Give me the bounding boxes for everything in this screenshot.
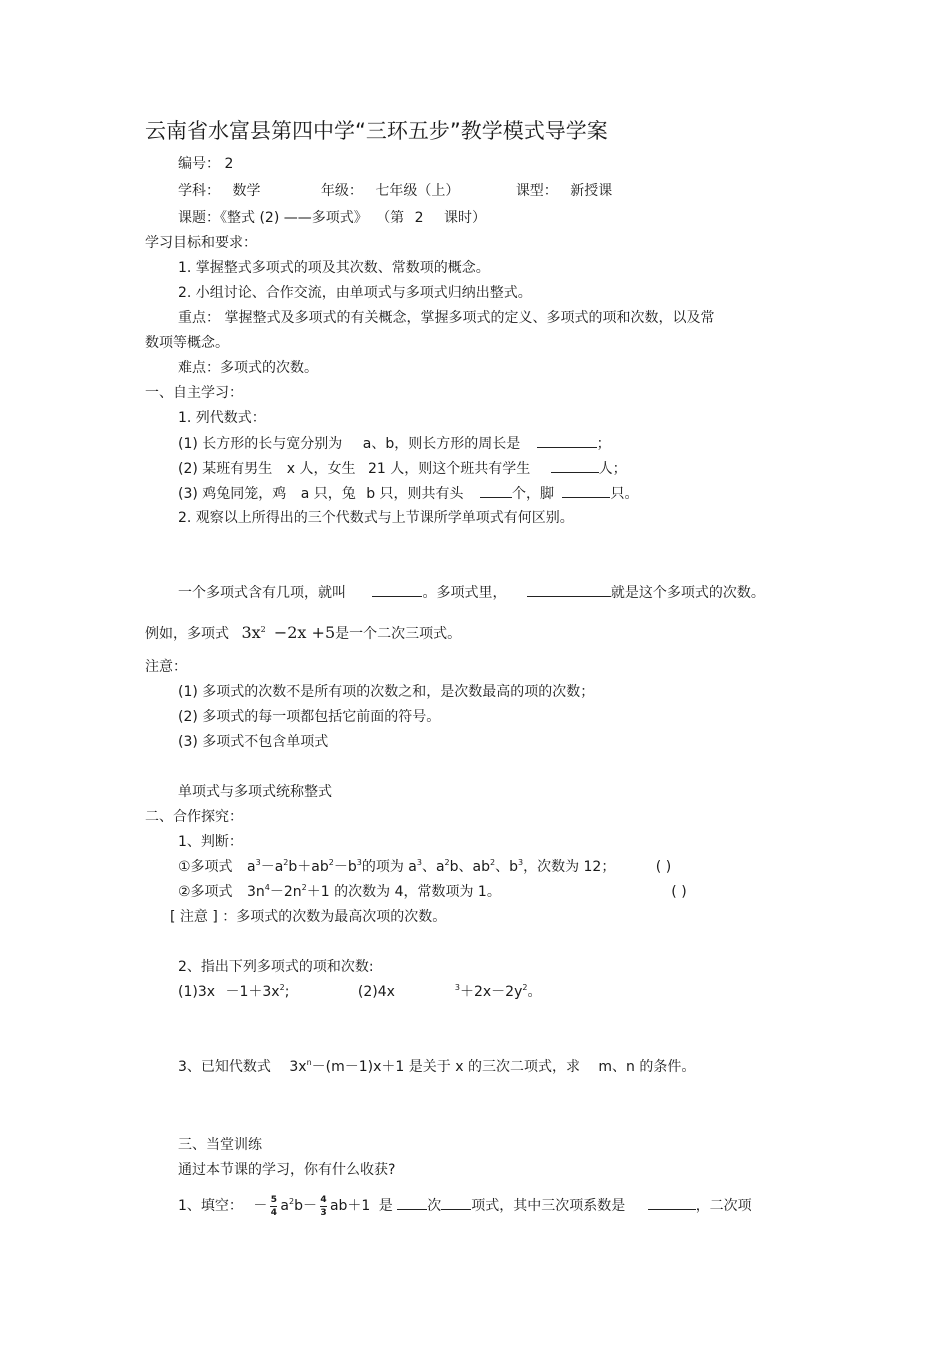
- grade-value: 七年级（上）: [375, 183, 460, 199]
- question-text: 只。: [610, 486, 639, 502]
- goal-item: 1. 掌握整式多项式的项及其次数、常数项的概念。: [178, 260, 490, 276]
- answer-blank[interactable]: [551, 459, 599, 473]
- difficulty-line: 难点：多项式的次数。: [178, 360, 318, 376]
- answer-blank[interactable]: [648, 1196, 696, 1210]
- question-text: 是: [378, 1198, 393, 1214]
- section-heading: 二、合作探究：: [145, 809, 243, 825]
- subject-label: 学科：: [178, 183, 220, 199]
- subsection-heading: 1、判断：: [178, 834, 243, 850]
- note-item: (3) 多项式不包含单项式: [178, 734, 329, 750]
- question-formula: $3x^n-(m-1)x+1$: [289, 1058, 409, 1075]
- question-text: 是关于 x 的三次二项式，求: [408, 1059, 580, 1075]
- judge-answer-parens[interactable]: ( ): [655, 859, 672, 875]
- question-text: 3、已知代数式: [178, 1059, 271, 1075]
- answer-blank[interactable]: [441, 1196, 471, 1210]
- key-point-continuation: 数项等概念。: [145, 335, 229, 351]
- reflection-line: 通过本节课的学习，你有什么收获?: [178, 1162, 396, 1178]
- class-type-label: 课型：: [515, 183, 558, 199]
- subsection-heading: 1. 列代数式：: [178, 410, 266, 426]
- judge-statement: ，次数为 12；: [523, 859, 616, 875]
- lesson-prefix: （第: [376, 210, 405, 226]
- grade-label: 年级：: [320, 183, 363, 199]
- page-title: 云南省水富县第四中学“三环五步”教学模式导学案: [145, 119, 608, 143]
- question-text: a 只，兔: [300, 486, 356, 502]
- answer-blank[interactable]: [372, 583, 422, 597]
- fill-in-line: [178, 1194, 752, 1218]
- lesson-suffix: 课时）: [444, 210, 487, 226]
- answer-blank[interactable]: [397, 1196, 427, 1210]
- question-text: ，二次项: [695, 1198, 752, 1214]
- question-text: (2) 某班有男生: [178, 461, 273, 477]
- answer-blank[interactable]: [562, 484, 610, 498]
- subsection-heading: 2、指出下列多项式的项和次数:: [178, 959, 374, 975]
- question-text: 个，脚: [512, 486, 555, 502]
- question-text: 人；: [598, 461, 627, 477]
- definition-text: 。多项式里，: [422, 585, 507, 601]
- question-text: 1、填空：: [178, 1198, 243, 1214]
- judge-item-2: [178, 883, 687, 901]
- example-text: 例如，多项式: [145, 626, 229, 642]
- course-info-line: [178, 182, 612, 200]
- judge-item-1: [178, 858, 671, 876]
- judge-statement: 的次数为 4，常数项为 1。: [334, 884, 501, 900]
- topic-line: [178, 209, 486, 227]
- example-text: 是一个二次三项式。: [335, 626, 462, 642]
- judge-statement: ②多项式 $3n^4-2n^2+1$: [178, 883, 335, 900]
- note-item: (2) 多项式的每一项都包括它前面的符号。: [178, 709, 441, 725]
- answer-blank[interactable]: [527, 583, 611, 597]
- section-heading: 三、当堂训练: [178, 1137, 262, 1153]
- example-formula: $3x^2 -2x +5$: [241, 623, 336, 642]
- class-type-value: 新授课: [570, 183, 613, 199]
- fraction: $\frac{4}{3}$: [320, 1194, 327, 1218]
- definition-text: 一个多项式含有几项，就叫: [178, 585, 346, 601]
- subject-value: 数学: [232, 183, 261, 199]
- question-2: [178, 459, 627, 478]
- example-line: [145, 622, 461, 645]
- fraction: $\frac{5}{4}$: [270, 1194, 277, 1218]
- definition-line: [178, 583, 765, 602]
- goal-item: 2. 小组讨论、合作交流，由单项式与多项式归纳出整式。: [178, 285, 532, 301]
- question-text: m、n 的条件。: [598, 1059, 696, 1075]
- exercise-formula: $(1)3x -1+3x^2$;: [178, 983, 290, 1000]
- topic-value: 《整式 (2) ——多项式》: [220, 210, 368, 226]
- question-text: (3) 鸡兔同笼，鸡: [178, 486, 287, 502]
- answer-blank[interactable]: [480, 484, 512, 498]
- question-3-line: [178, 1058, 695, 1076]
- key-point-line: 重点： 掌握整式及多项式的有关概念，掌握多项式的定义、多项式的项和次数，以及常: [178, 310, 715, 326]
- exercise-formula: (2)4x $^3+2x-2y^2$。: [357, 983, 542, 1000]
- summary-line: 单项式与多项式统称整式: [178, 784, 332, 800]
- question-3: [178, 484, 638, 503]
- topic-label: 课题：: [178, 210, 220, 226]
- question-1: [178, 434, 611, 453]
- polynomial-exercises: [178, 983, 541, 1001]
- question-text: x 人，女生: [286, 461, 356, 477]
- judge-answer-parens[interactable]: ( ): [671, 884, 687, 900]
- definition-text: 就是这个多项式的次数。: [610, 585, 765, 601]
- fill-formula: － $\frac{5}{4}$ $a^2b-$ $\frac{4}{3}$ ab＋1: [253, 1194, 375, 1218]
- question-text: a、b，则长方形的周长是: [362, 436, 521, 452]
- question-text: 21 人，则这个班共有学生: [367, 461, 531, 477]
- subsection-heading: 2. 观察以上所得出的三个代数式与上节课所学单项式有何区别。: [178, 510, 574, 526]
- note-heading: 注意：: [145, 659, 187, 675]
- attention-note: [ 注意 ] ：多项式的次数为最高次项的次数。: [170, 909, 447, 925]
- question-text: 次: [427, 1198, 442, 1214]
- question-text: ；: [596, 436, 611, 452]
- lesson-number: 2: [414, 210, 424, 226]
- question-text: b 只，则共有头: [366, 486, 464, 502]
- section-heading: 一、自主学习：: [145, 385, 243, 401]
- goals-heading: 学习目标和要求：: [145, 235, 257, 251]
- question-text: (1) 长方形的长与宽分别为: [178, 436, 343, 452]
- question-text: 项式，其中三次项系数是: [471, 1198, 626, 1214]
- judge-statement: ①多项式 $a^3-a^2b+ab^2-b^3$的项为 $a^3$、$a^2b$、$ab^2$、$b^3$: [178, 858, 524, 875]
- note-item: (1) 多项式的次数不是所有项的次数之和，是次数最高的项的次数；: [178, 684, 595, 700]
- document-number: 编号： 2: [178, 156, 234, 172]
- answer-blank[interactable]: [537, 434, 597, 448]
